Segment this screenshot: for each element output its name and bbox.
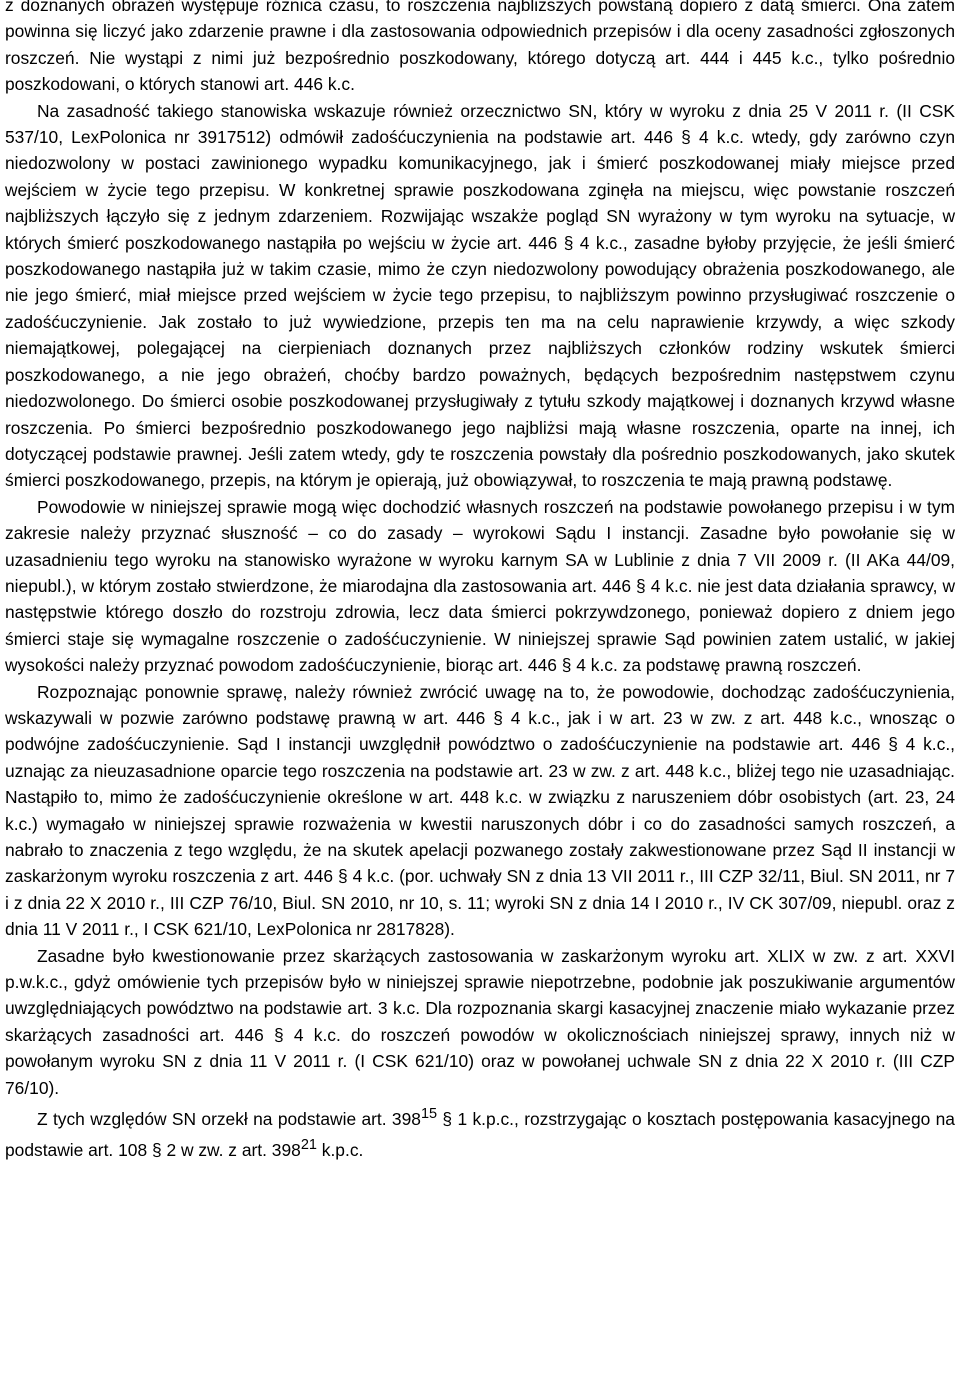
paragraph-reconsideration: Rozpoznając ponownie sprawę, należy również zwrócić uwagę na to, że powodowie, dochodząc zadośćuczynienia, wskazywali w pozwie zarówno podstawę prawną w art. 446 § 4 k.c., jak i w art. 23 w zw. z art. 448 k.c., wnosząc o podwójne zadośćuczynienie. Sąd I instancji uwzględnił powództwo o zadośćuczynienie na podstawie art. 446 § 4 k.c., uznając za nieuzasadnione oparcie tego roszczenia na podstawie art. 23 w zw. z art. 448 k.c., bliżej tego nie uzasadniając. Nastąpiło to, mimo że zadośćuczynienie określone w art. 448 k.c. w związku z naruszeniem dóbr osobistych (art. 23, 24 k.c.) wymagało w niniejszej sprawie rozważenia w kwestii naruszonych dóbr i co do zasadności samych roszczeń, a nabrało to znaczenia z tego względu, że na skutek apelacji pozwanego zostały zakwestionowane przez Sąd II instancji w zaskarżonym wyroku roszczenia z art. 446 § 4 k.c. (por. uchwały SN z dnia 13 VII 2011 r., III CZP 32/11, Biul. SN 2011, nr 7 i z dnia 22 X 2010 r., III CZP 76/10, Biul. SN 2010, nr 10, s. 11; wyroki SN z dnia 14 I 2010 r., IV CK 307/09, niepubl. oraz z dnia 11 V 2011 r., I CSK 621/10, LexPolonica nr 2817828).: [5, 681, 955, 940]
paragraph-sn-ruling-2011: Na zasadność takiego stanowiska wskazuje również orzecznictwo SN, który w wyroku z dnia 25 V 2011 r. (II CSK 537/10, LexPolonica nr 3917512) odmówił zadośćuczynienia na podstawie art. 446 § 4 k.c. wtedy, gdy zarówno czyn niedozwolony w postaci zawinionego wypadku komunikacyjnego, jak i śmierć poszkodowanej miały miejsce przed wejściem w życie tego przepisu. W konkretnej sprawie poszkodowana zginęła na miejscu, więc powstanie roszczeń najbliższych łączyło się z jednym zdarzeniem. Rozwijając wszakże pogląd SN wyrażony w tym wyroku na sytuacje, w których śmierć poszkodowanego nastąpiła po wejściu w życie art. 446 § 4 k.c., zasadne byłoby przyjęcie, że jeśli śmierć poszkodowanego nastąpiła już w takim czasie, mimo że czyn niedozwolony powodujący obrażenia poszkodowanego, ale nie jego śmierć, miał miejsce przed wejściem w życie tego przepisu, to najbliższym powinno przysługiwać roszczenie o zadośćuczynienie. Jak zostało to już wywiedzione, przepis ten ma na celu naprawienie krzywdy, a więc szkody niemajątkowej, polegającej na cierpieniach doznanych przez najbliższych członków rodziny wskutek śmierci poszkodowanego, a nie jego obrażeń, choćby bardzo poważnych, będących bezpośrednim następstwem czynu niedozwolonego. Do śmierci osobie poszkodowanej przysługiwały z tytułu szkody majątkowej i doznanych krzywd własne roszczenia. Po śmierci bezpośrednio poszkodowanego jego najbliżsi mają własne roszczenia, oparte na innej, ich dotyczącej podstawie prawnej. Jeśli zatem wtedy, gdy te roszczenia powstały dla pośrednio poszkodowanych, jako skutek śmierci poszkodowanego, przepis, na którym je opierają, już obowiązywał, to roszczenia te mają prawną podstawę.: [5, 100, 955, 491]
conclusion-text-2: § 1 k.p.c., rozstrzygając o kosztach postępowania kasacyjnego na podstawie art. 108 § 2 w zw. z art. 398: [5, 1108, 955, 1161]
paragraph-conclusion: [5, 1101, 955, 1163]
paragraph-continuation: z doznanych obrażeń występuje różnica czasu, to roszczenia najbliższych powstaną dopiero z datą śmierci. Ona zatem powinna się liczyć jako zdarzenie prawne i dla zastosowania odpowiednich przepisów i dla oceny zasadności zgłoszonych roszczeń. Nie wystąpi z nimi już bezpośrednio poszkodowany, którego dotyczą art. 444 i 445 k.c., tylko pośrednio poszkodowani, o których stanowi art. 446 k.c.: [5, 0, 955, 95]
conclusion-text-3: k.p.c.: [316, 1140, 364, 1161]
conclusion-superscript-1: 15: [420, 1106, 438, 1123]
document-page: [5, 0, 955, 1163]
conclusion-text-1: Z tych względów SN orzekł na podstawie art. 398: [37, 1108, 421, 1129]
conclusion-superscript-2: 21: [300, 1137, 317, 1154]
paragraph-appeal-objections: Zasadne było kwestionowanie przez skarżących zastosowania w zaskarżonym wyroku art. XLIX w zw. z art. XXVI p.w.k.c., gdyż omówienie tych przepisów było w niniejszej sprawie niepotrzebne, podobnie jak poszukiwanie argumentów uwzględniających powództwo na podstawie art. 3 k.c. Dla rozpoznania skargi kasacyjnej znaczenie miało wykazanie przez skarżących zasadności art. 446 § 4 k.c. do roszczeń powodów w okolicznościach niniejszej sprawy, innych niż w powołanym wyroku SN z dnia 11 V 2011 r. (I CSK 621/10) oraz w powołanej uchwale SN z dnia 22 X 2010 r. (III CZP 76/10).: [5, 945, 955, 1098]
paragraph-plaintiffs-claims: Powodowie w niniejszej sprawie mogą więc dochodzić własnych roszczeń na podstawie powołanego przepisu i w tym zakresie należy przyznać słuszność – co do zasady – wyrokowi Sądu I instancji. Zasadne było powołanie się w uzasadnieniu tego wyroku na stanowisko wyrażone w wyroku karnym SA w Lublinie z dnia 7 VII 2009 r. (II AKa 44/09, niepubl.), w którym zostało stwierdzone, że miarodajna dla zastosowania art. 446 § 4 k.c. nie jest data działania sprawcy, w następstwie którego doszło do rozstroju zdrowia, lecz data śmierci pokrzywdzonego, ponieważ dopiero z dniem jego śmierci staje się wymagalne roszczenie o zadośćuczynienie. W niniejszej sprawie Sąd powinien zatem ustalić, w jakiej wysokości należy przyznać powodom zadośćuczynienie, biorąc art. 446 § 4 k.c. za podstawę prawną roszczeń.: [5, 496, 955, 676]
